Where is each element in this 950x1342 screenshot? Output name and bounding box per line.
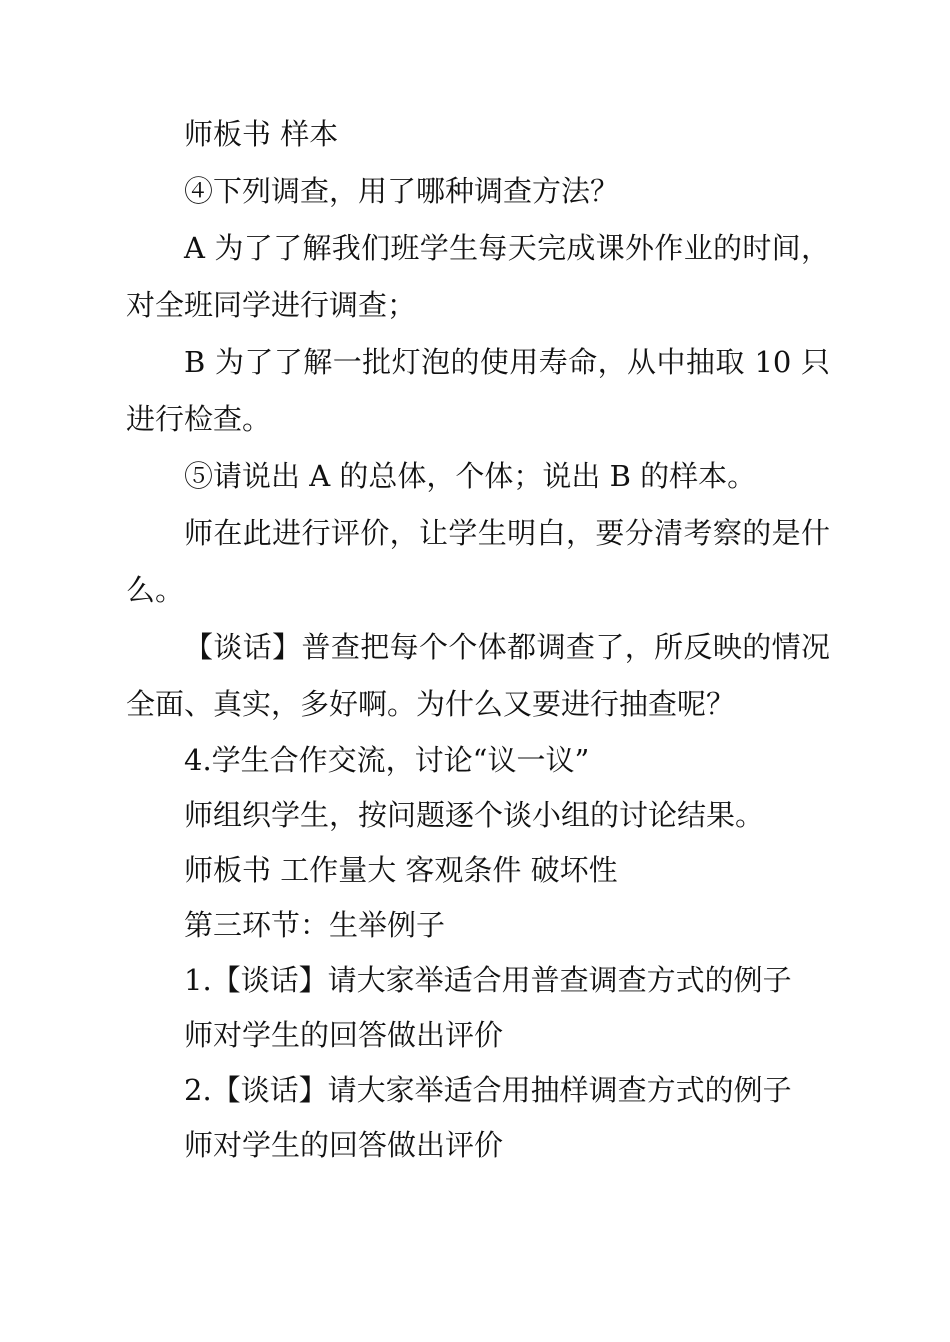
paragraph-board-sample: 师板书 样本 bbox=[184, 117, 339, 151]
paragraph-teacher-evaluation: 师在此进行评价，让学生明白，要分清考察的是什么。 bbox=[126, 516, 830, 607]
paragraph-talk-census: 【谈话】普查把每个个体都调查了，所反映的情况全面、真实，多好啊。为什么又要进行抽查呢？ bbox=[126, 630, 830, 721]
paragraph-question-4: ④下列调查，用了哪种调查方法？ bbox=[184, 174, 620, 208]
document-body bbox=[126, 106, 830, 1173]
paragraph-evaluate-1: 师对学生的回答做出评价 bbox=[184, 1018, 504, 1052]
paragraph-evaluate-2: 师对学生的回答做出评价 bbox=[184, 1128, 504, 1162]
paragraph-talk-2: 2.【谈话】请大家举适合用抽样调查方式的例子 bbox=[184, 1073, 792, 1107]
paragraph-option-b: B 为了了解一批灯泡的使用寿命，从中抽取 10 只进行检查。 bbox=[126, 345, 830, 436]
paragraph-step-4: 4.学生合作交流，讨论“议一议” bbox=[184, 743, 590, 777]
paragraph-option-a: A 为了了解我们班学生每天完成课外作业的时间，对全班同学进行调查； bbox=[126, 231, 830, 322]
paragraph-talk-1: 1.【谈话】请大家举适合用普查调查方式的例子 bbox=[184, 963, 792, 997]
paragraph-section-3: 第三环节：生举例子 bbox=[184, 908, 446, 942]
paragraph-teacher-organize: 师组织学生，按问题逐个谈小组的讨论结果。 bbox=[184, 798, 765, 832]
paragraph-question-5: ⑤请说出 A 的总体，个体；说出 B 的样本。 bbox=[184, 459, 757, 493]
paragraph-board-factors: 师板书 工作量大 客观条件 破坏性 bbox=[184, 853, 618, 887]
